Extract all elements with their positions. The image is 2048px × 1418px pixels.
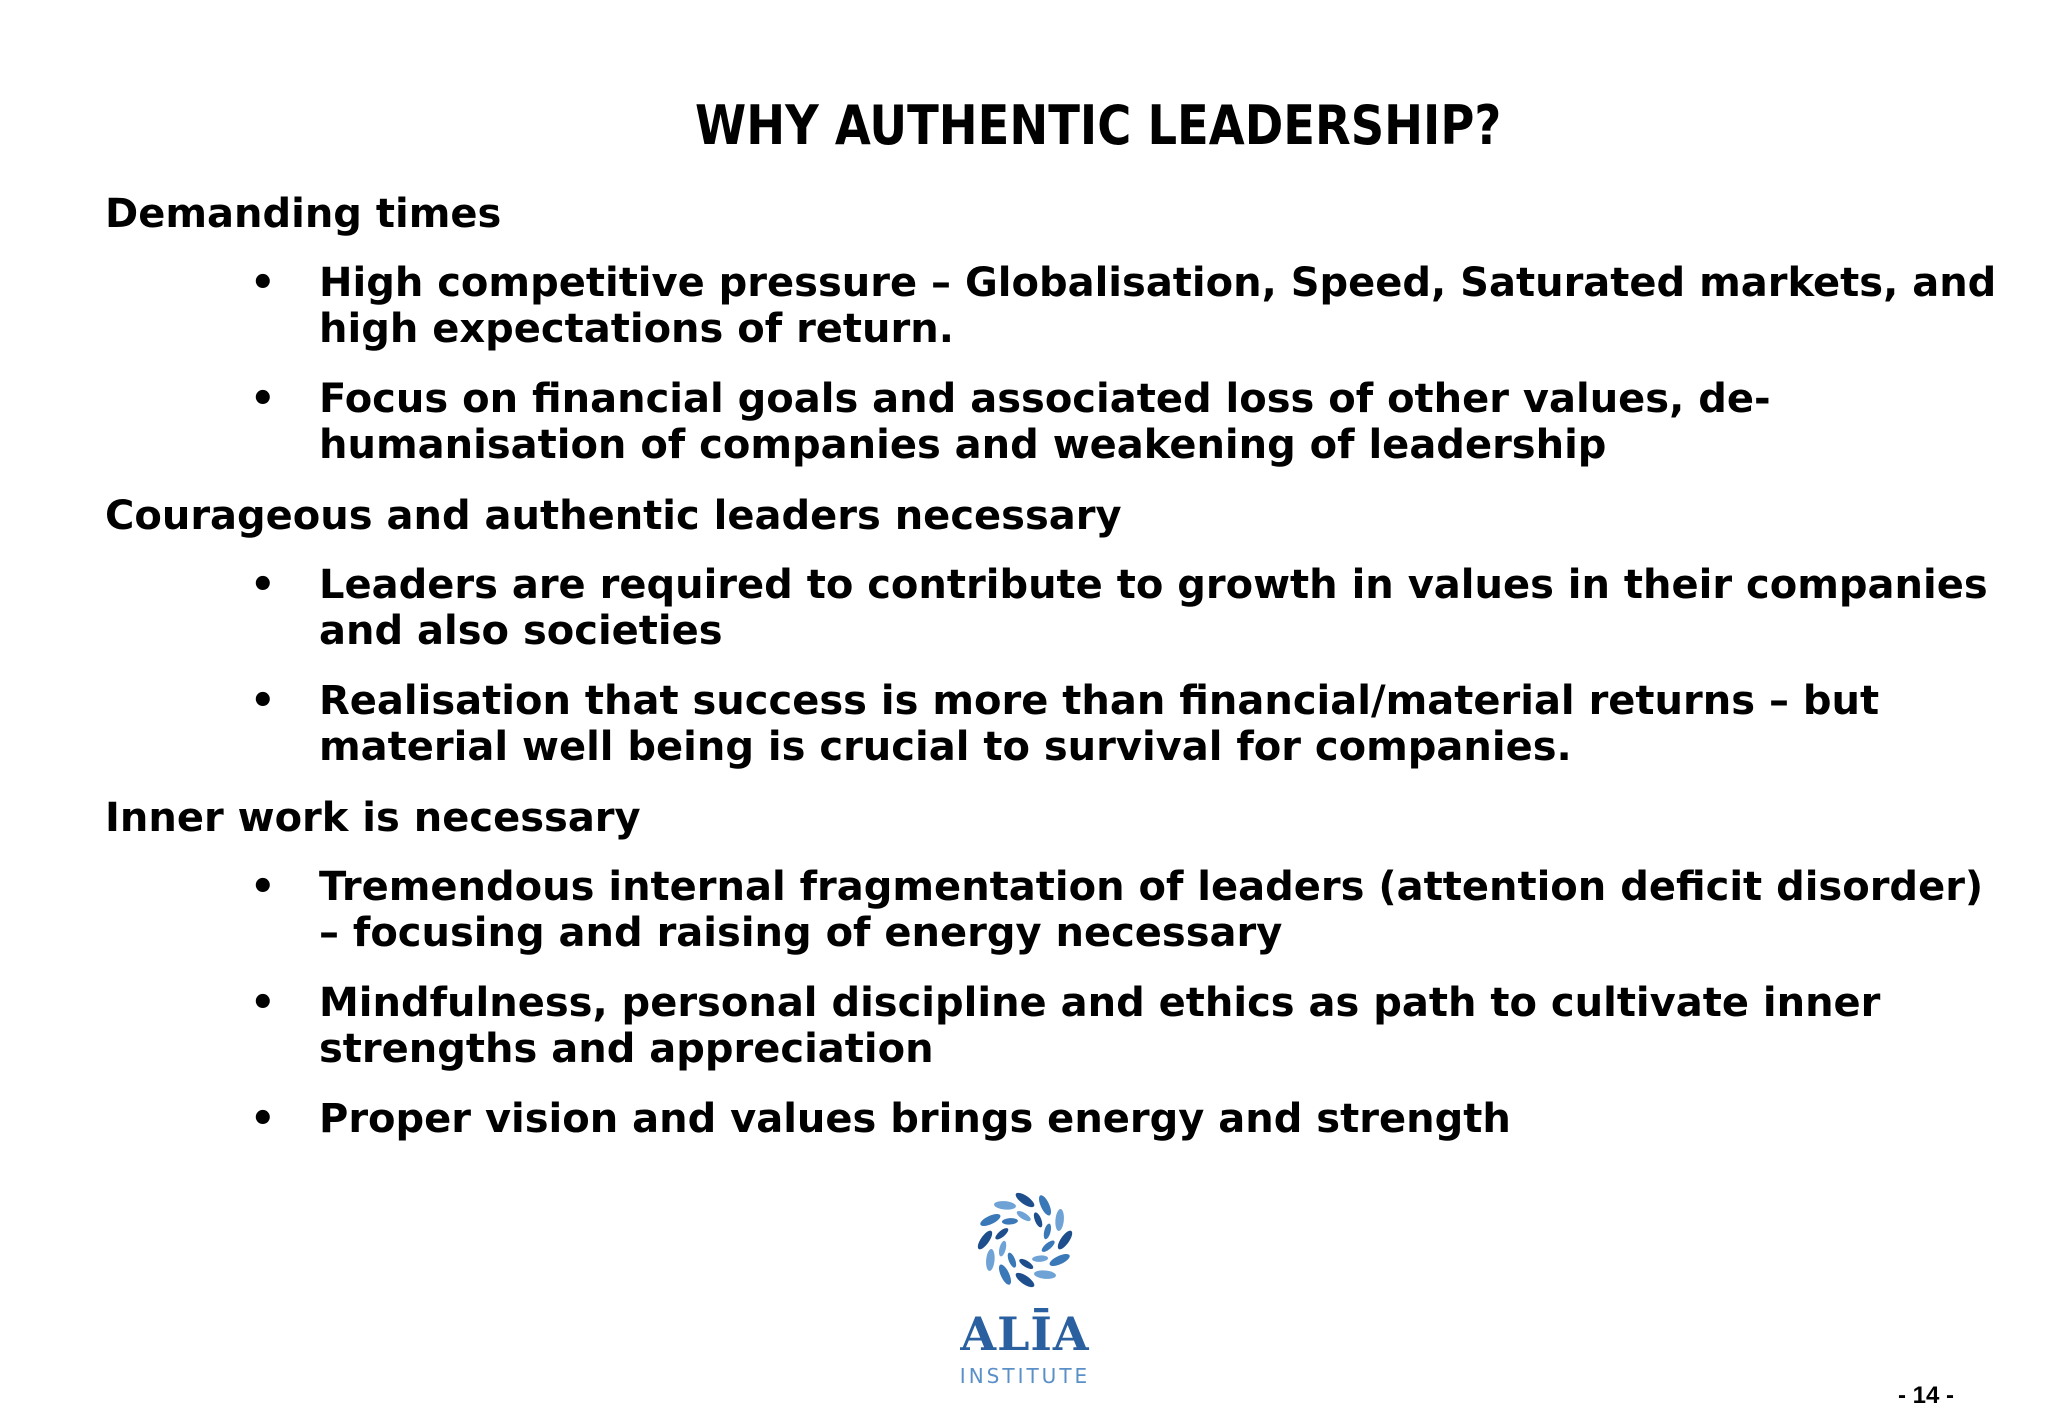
logo-leaf — [1040, 1239, 1056, 1254]
logo-leaf — [997, 1263, 1014, 1286]
bullet-text: Mindfulness, personal discipline and ethics as path to cultivate inner strengths and appreciation — [319, 980, 1881, 1072]
bullet-text: Tremendous internal fragmentation of leaders (attention deficit disorder) – focusing and raising of energy necessary — [319, 864, 1984, 956]
bullet-text: Leaders are required to contribute to growth in values in their companies and also societies — [319, 562, 1988, 654]
logo-leaf — [1032, 1211, 1044, 1228]
logo-name: ALĪA — [960, 1307, 1090, 1361]
bullet-icon: • — [250, 980, 276, 1026]
logo-subtitle: INSTITUTE — [959, 1364, 1091, 1388]
bullet-item — [105, 376, 1985, 468]
bullet-icon: • — [250, 678, 276, 724]
bullet-icon: • — [250, 1096, 276, 1142]
logo-leaf — [1048, 1252, 1071, 1269]
section-heading: Courageous and authentic leaders necessary — [105, 493, 1122, 539]
section-inner-work — [105, 794, 1985, 1142]
bullet-item — [105, 1096, 1985, 1142]
logo-leaf — [1002, 1218, 1018, 1226]
logo-leaf — [1014, 1270, 1037, 1289]
bullet-text: Focus on financial goals and associated loss of other values, de-humanisation of companies and weakening of leadership — [319, 376, 1771, 468]
bullet-list — [105, 260, 1997, 468]
bullet-icon: • — [250, 864, 276, 910]
bullet-list — [105, 864, 1985, 1142]
bullet-text: Proper vision and values brings energy and strength — [319, 1096, 1511, 1142]
bullet-item — [105, 864, 1985, 956]
slide-title: WHY AUTHENTIC LEADERSHIP? — [695, 94, 1502, 157]
page-number: - 14 - — [1898, 1382, 1955, 1409]
bullet-text: Realisation that success is more than financial/material returns – but material well being is crucial to survival for companies. — [319, 678, 1880, 770]
bullet-item — [105, 562, 1988, 654]
logo-leaf — [985, 1249, 995, 1272]
section-heading: Demanding times — [105, 191, 502, 237]
bullet-item — [105, 260, 1997, 352]
logo-leaf — [998, 1240, 1008, 1257]
logo-leaf — [1037, 1194, 1054, 1217]
logo-leaf — [1006, 1252, 1018, 1269]
logo-leaf — [1014, 1190, 1037, 1209]
logo-leaf — [1032, 1255, 1048, 1263]
logo-leaf — [975, 1229, 994, 1252]
bullet-item — [105, 678, 1985, 770]
bullet-icon: • — [250, 260, 276, 306]
logo-leaf — [1042, 1223, 1052, 1240]
logo-leaf — [1055, 1229, 1074, 1252]
logo-leaf — [1034, 1269, 1057, 1279]
logo-leaf — [1054, 1209, 1064, 1232]
logo-leaf — [994, 1200, 1017, 1210]
section-courageous-leaders — [105, 492, 1988, 770]
logo-leaf — [994, 1226, 1010, 1241]
bullet-icon: • — [250, 562, 276, 608]
section-heading: Inner work is necessary — [105, 795, 641, 841]
slide-content — [105, 190, 1997, 1166]
bullet-item — [105, 980, 1985, 1072]
swirl-logo-icon — [950, 1178, 1100, 1308]
alia-logo — [950, 1178, 1100, 1398]
logo-leaf — [979, 1212, 1002, 1229]
bullet-icon: • — [250, 376, 276, 422]
section-demanding-times — [105, 190, 1997, 468]
bullet-text: High competitive pressure – Globalisation, Speed, Saturated markets, and high expectations of return. — [319, 260, 1997, 352]
bullet-list — [105, 562, 1988, 770]
